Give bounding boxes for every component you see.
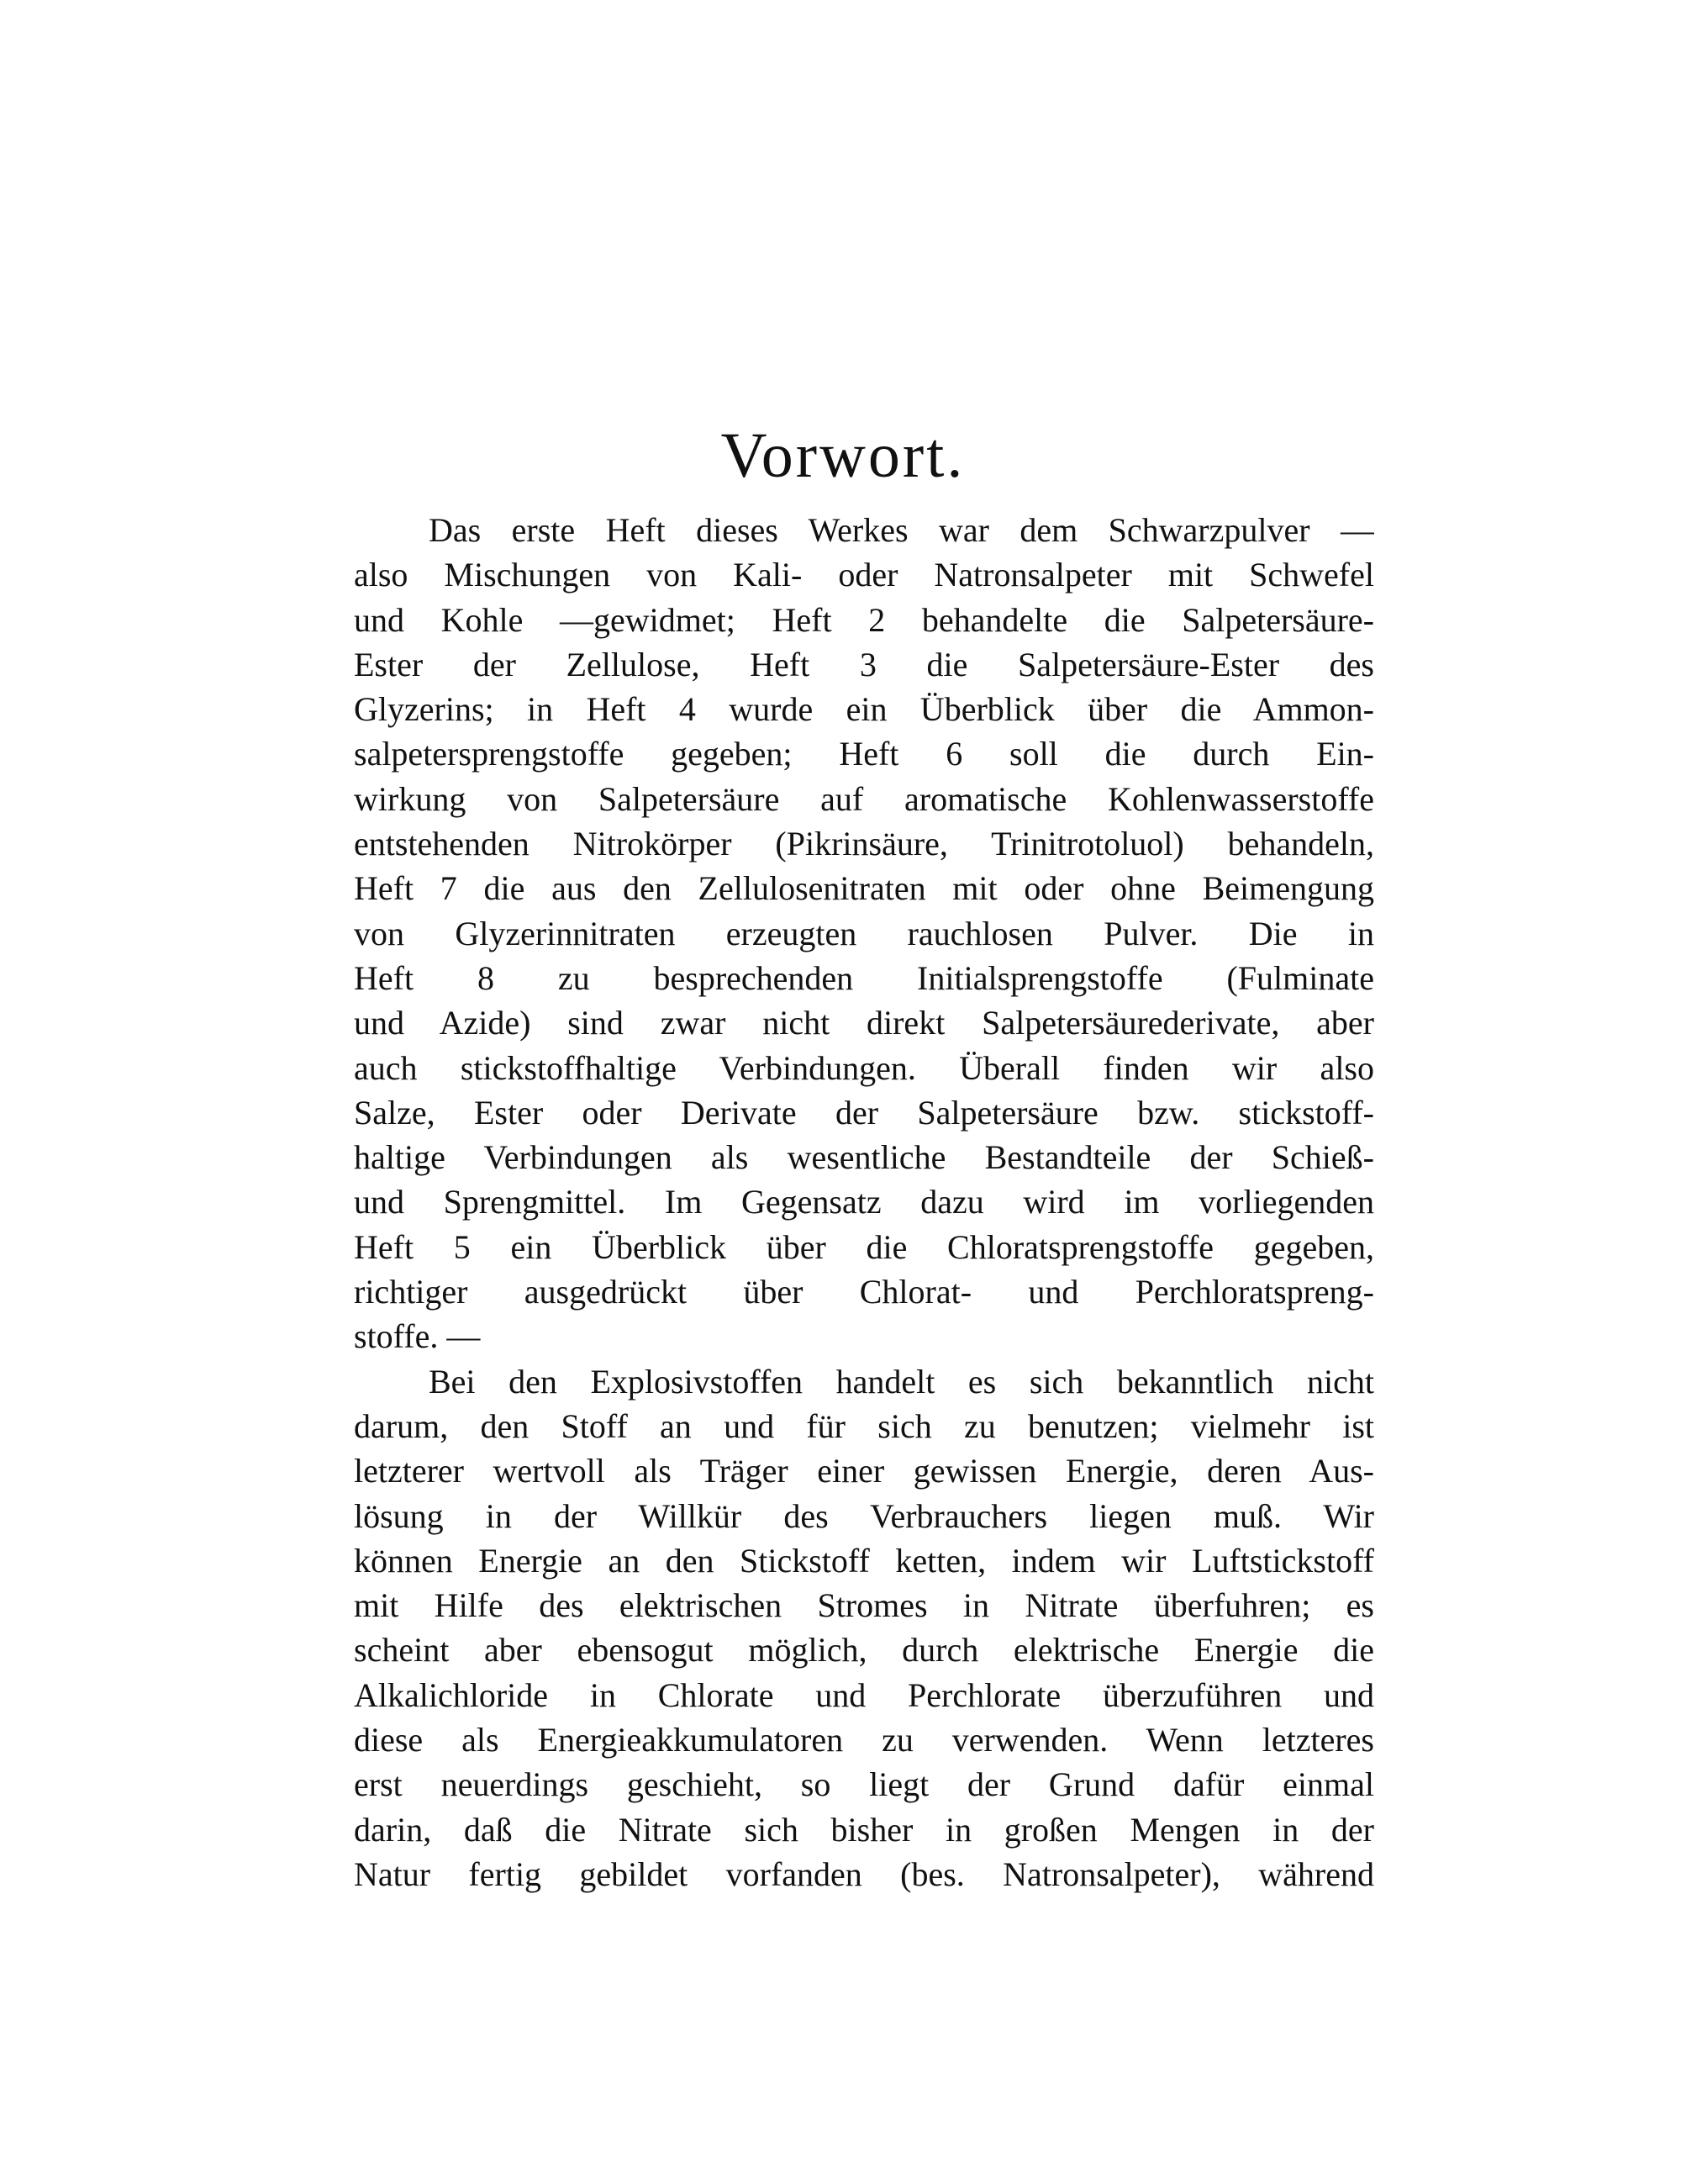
text-line: darum, den Stoff an und für sich zu benutzen; vielmehr ist bbox=[354, 1406, 1374, 1445]
text-line: richtiger ausgedrückt über Chlorat- und Perchloratspreng- bbox=[354, 1273, 1374, 1311]
text-line: Glyzerins; in Heft 4 wurde ein Überblick über die Ammon- bbox=[354, 690, 1374, 729]
text-line: und Sprengmittel. Im Gegensatz dazu wird im vorliegenden bbox=[354, 1183, 1374, 1221]
text-line: haltige Verbindungen als wesentliche Bestandteile der Schieß- bbox=[354, 1138, 1374, 1177]
text-line: von Glyzerinnitraten erzeugten rauchlosen Pulver. Die in bbox=[354, 914, 1374, 952]
text-line: Natur fertig gebildet vorfanden (bes. Natronsalpeter), während bbox=[354, 1854, 1374, 1893]
text-line: darin, daß die Nitrate sich bisher in großen Mengen in der bbox=[354, 1810, 1374, 1849]
text-line: Heft 7 die aus den Zellulosenitraten mit oder ohne Beimengung bbox=[354, 869, 1374, 908]
text-line: können Energie an den Stickstoff ketten, indem wir Luftstickstoff bbox=[354, 1541, 1374, 1580]
text-line: diese als Energieakkumulatoren zu verwenden. Wenn letzteres bbox=[354, 1721, 1374, 1759]
text-line: salpetersprengstoffe gegeben; Heft 6 soll die durch Ein- bbox=[354, 735, 1374, 773]
text-line: Heft 5 ein Überblick über die Chloratsprengstoffe gegeben, bbox=[354, 1227, 1374, 1266]
text-line: und Kohle —gewidmet; Heft 2 behandelte die Salpetersäure- bbox=[354, 600, 1374, 639]
text-line: also Mischungen von Kali- oder Natronsalpeter mit Schwefel bbox=[354, 556, 1374, 594]
text-line: erst neuerdings geschieht, so liegt der Grund dafür einmal bbox=[354, 1765, 1374, 1804]
text-line: Ester der Zellulose, Heft 3 die Salpetersäure-Ester des bbox=[354, 645, 1374, 683]
text-line: Alkalichloride in Chlorate und Perchlorate überzuführen und bbox=[354, 1675, 1374, 1714]
paragraph-2 bbox=[354, 1359, 1374, 1897]
text-line: Salze, Ester oder Derivate der Salpetersäure bzw. stickstoff- bbox=[354, 1093, 1374, 1132]
body-text bbox=[354, 508, 1374, 1896]
paragraph-1 bbox=[354, 508, 1374, 1359]
text-line: letzterer wertvoll als Träger einer gewissen Energie, deren Aus- bbox=[354, 1452, 1374, 1490]
page-title: Vorwort. bbox=[720, 420, 966, 491]
text-line: lösung in der Willkür des Verbrauchers liegen muß. Wir bbox=[354, 1496, 1374, 1535]
text-line: mit Hilfe des elektrischen Stromes in Nitrate überfuhren; es bbox=[354, 1586, 1374, 1625]
text-line: und Azide) sind zwar nicht direkt Salpetersäurederivate, aber bbox=[354, 1004, 1374, 1042]
text-line: auch stickstoffhaltige Verbindungen. Überall finden wir also bbox=[354, 1048, 1374, 1087]
text-line: Heft 8 zu besprechenden Initialsprengstoffe (Fulminate bbox=[354, 958, 1374, 997]
text-line: stoffe. — bbox=[354, 1317, 481, 1356]
text-line: Das erste Heft dieses Werkes war dem Schwarzpulver — bbox=[429, 511, 1374, 549]
text-line: Bei den Explosivstoffen handelt es sich bekanntlich nicht bbox=[429, 1362, 1374, 1401]
text-line: scheint aber ebensogut möglich, durch elektrische Energie die bbox=[354, 1631, 1374, 1670]
text-line: entstehenden Nitrokörper (Pikrinsäure, Trinitrotoluol) behandeln, bbox=[354, 825, 1374, 863]
text-line: wirkung von Salpetersäure auf aromatische Kohlenwasserstoffe bbox=[354, 779, 1374, 818]
